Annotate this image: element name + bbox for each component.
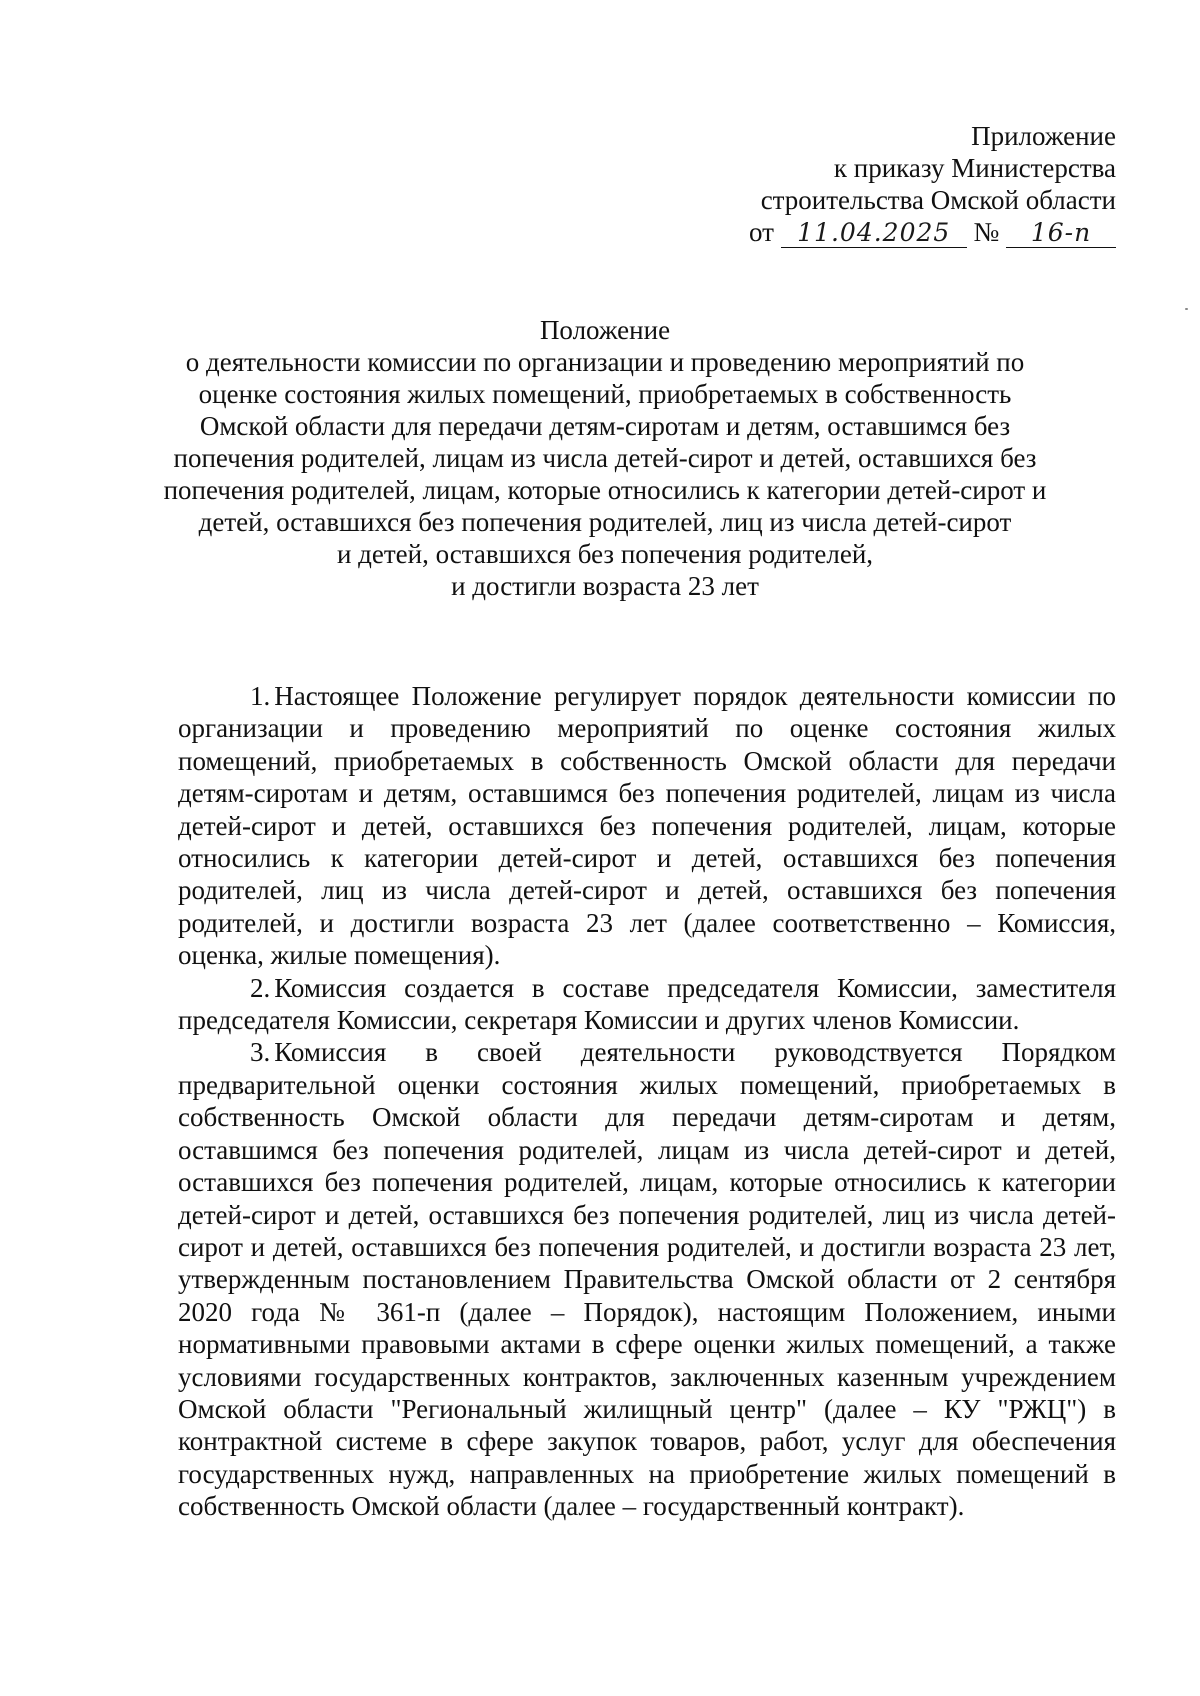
- scan-speck: [1185, 308, 1188, 310]
- subtitle-line: детей, оставшихся без попечения родителей, лиц из числа детей-сирот: [198, 507, 1012, 537]
- paragraph-3: [178, 1036, 1116, 1522]
- subtitle-line: оценке состояния жилых помещений, приобретаемых в собственность: [198, 379, 1012, 409]
- number-sign: №: [973, 217, 1000, 247]
- approval-line-2: к приказу Министерства: [833, 153, 1116, 183]
- document-title-block: [140, 314, 1070, 602]
- handwritten-date: 11.04.2025: [781, 219, 967, 248]
- date-prefix: от: [749, 217, 774, 247]
- document-body: [178, 680, 1116, 1523]
- paragraph-number: 1.: [250, 681, 271, 711]
- approval-date-line: [600, 216, 1116, 248]
- approval-line-3: строительства Омской области: [760, 185, 1116, 215]
- subtitle-line: Омской области для передачи детям-сиротам и детям, оставшимся без: [199, 411, 1011, 441]
- subtitle-line: попечения родителей, лицам из числа детей-сирот и детей, оставшихся без: [173, 443, 1037, 473]
- paragraph-text: Комиссия создается в составе председателя Комиссии, заместителя председателя Комиссии, секретаря Комиссии и других членов Комиссии.: [178, 972, 1116, 1036]
- subtitle-line: о деятельности комиссии по организации и проведению мероприятий по: [185, 347, 1025, 377]
- paragraph-1: [178, 680, 1116, 972]
- subtitle-line: и достигли возраста 23 лет: [451, 571, 759, 601]
- subtitle-line: и детей, оставшихся без попечения родителей,: [336, 539, 874, 569]
- approval-block: [600, 120, 1116, 248]
- subtitle-line: попечения родителей, лицам, которые относились к категории детей-сирот и: [163, 475, 1047, 505]
- paragraph-text: Комиссия в своей деятельности руководствуется Порядком предварительной оценки состояния жилых помещений, приобретаемых в собственность Омской области для передачи детям-сиротам и детям, оставшимся без попечения родителей, лицам из числа детей-сирот и детей, оставшихся без попечения родителей, лицам, которые относились к категории детей-сирот и детей, оставшихся без попечения родителей, лиц из числа детей-сирот и детей, оставшихся без попечения родителей, и достигли возраста 23 лет, утвержденным постановлением Правительства Омской области от 2 сентября 2020 года № 361-п (далее – Порядок), настоящим Положением, иными нормативными правовыми актами в сфере оценки жилых помещений, а также условиями государственных контрактов, заключенных казенным учреждением Омской области "Региональный жилищный центр" (далее – КУ "РЖЦ") в контрактной системе в сфере закупок товаров, работ, услуг для обеспечения государственных нужд, направленных на приобретение жилых помещений в собственность Омской области (далее – государственный контракт).: [178, 1037, 1116, 1522]
- paragraph-text: Настоящее Положение регулирует порядок деятельности комиссии по организации и проведению мероприятий по оценке состояния жилых помещений, приобретаемых в собственность Омской области для передачи детям-сиротам и детям, оставшимся без попечения родителей, лицам из числа детей-сирот и детей, оставшихся без попечения родителей, лицам, которые относились к категории детей-сирот и детей, оставшихся без попечения родителей, лиц из числа детей-сирот и детей, оставшихся без попечения родителей, и достигли возраста 23 лет (далее соответственно – Комиссия, оценка, жилые помещения).: [178, 681, 1116, 971]
- document-heading: Положение: [539, 315, 671, 345]
- approval-line-1: Приложение: [971, 121, 1116, 151]
- handwritten-number: 16-п: [1006, 219, 1116, 248]
- paragraph-number: 3.: [250, 1037, 271, 1068]
- paragraph-number: 2.: [250, 972, 271, 1003]
- paragraph-2: [178, 972, 1116, 1037]
